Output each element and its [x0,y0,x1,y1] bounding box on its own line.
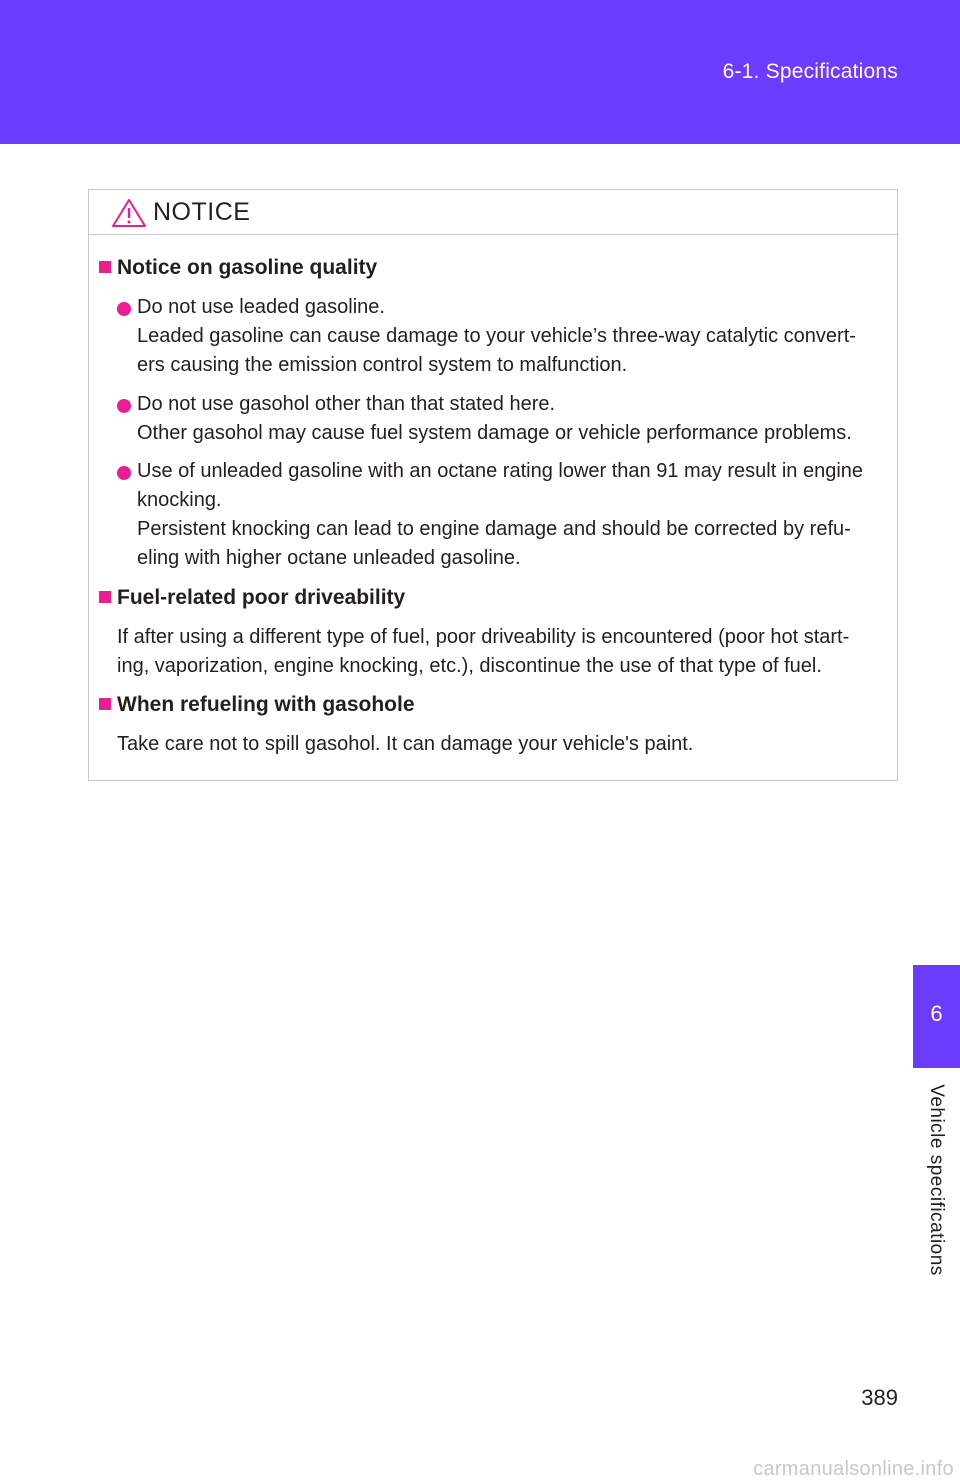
text-line: Do not use leaded gasoline. [137,296,385,318]
watermark: carmanualsonline.info [753,1458,954,1480]
text-line: Use of unleaded gasoline with an octane rating lower than 91 may result in engine [137,460,864,482]
text-line: Do not use gasohol other than that stated here. [137,393,556,415]
section-heading-text: When refueling with gasohole [117,693,415,716]
text-line: ers causing the emission control system to malfunction. [137,354,628,376]
section-heading-text: Notice on gasoline quality [117,256,378,279]
text-line: knocking. [137,489,222,511]
chapter-number: 6 [930,1001,943,1026]
chapter-tab [913,965,960,1068]
text-line: Persistent knocking can lead to engine damage and should be corrected by refu- [137,518,851,540]
text-line: If after using a different type of fuel, poor driveability is encountered (poor hot start- [117,626,850,648]
text-line: Other gasohol may cause fuel system damage or vehicle performance problems. [137,422,852,444]
notice-box [88,189,898,781]
square-bullet-icon [99,698,111,710]
round-bullet-icon [117,302,131,316]
section-heading [99,256,377,280]
text-line: ing, vaporization, engine knocking, etc.), discontinue the use of that type of fuel. [117,655,822,677]
text-line: Leaded gasoline can cause damage to your vehicle’s three-way catalytic convert- [137,325,856,347]
notice-header [89,190,897,235]
page-number: 389 [861,1385,898,1410]
section-heading-text: Fuel-related poor driveability [117,586,406,609]
round-bullet-icon [117,466,131,480]
text-line: eling with higher octane unleaded gasoline. [137,547,521,569]
text-line: Take care not to spill gasohol. It can damage your vehicle's paint. [117,733,694,755]
notice-label: NOTICE [153,198,251,226]
section-title: 6-1. Specifications [722,60,898,83]
square-bullet-icon [99,261,111,273]
square-bullet-icon [99,591,111,603]
section-heading [99,693,415,717]
round-bullet-icon [117,399,131,413]
chapter-label: Vehicle specifications [926,1084,947,1276]
section-heading [99,586,405,610]
header-band [0,0,960,144]
warning-triangle-icon [111,198,147,228]
